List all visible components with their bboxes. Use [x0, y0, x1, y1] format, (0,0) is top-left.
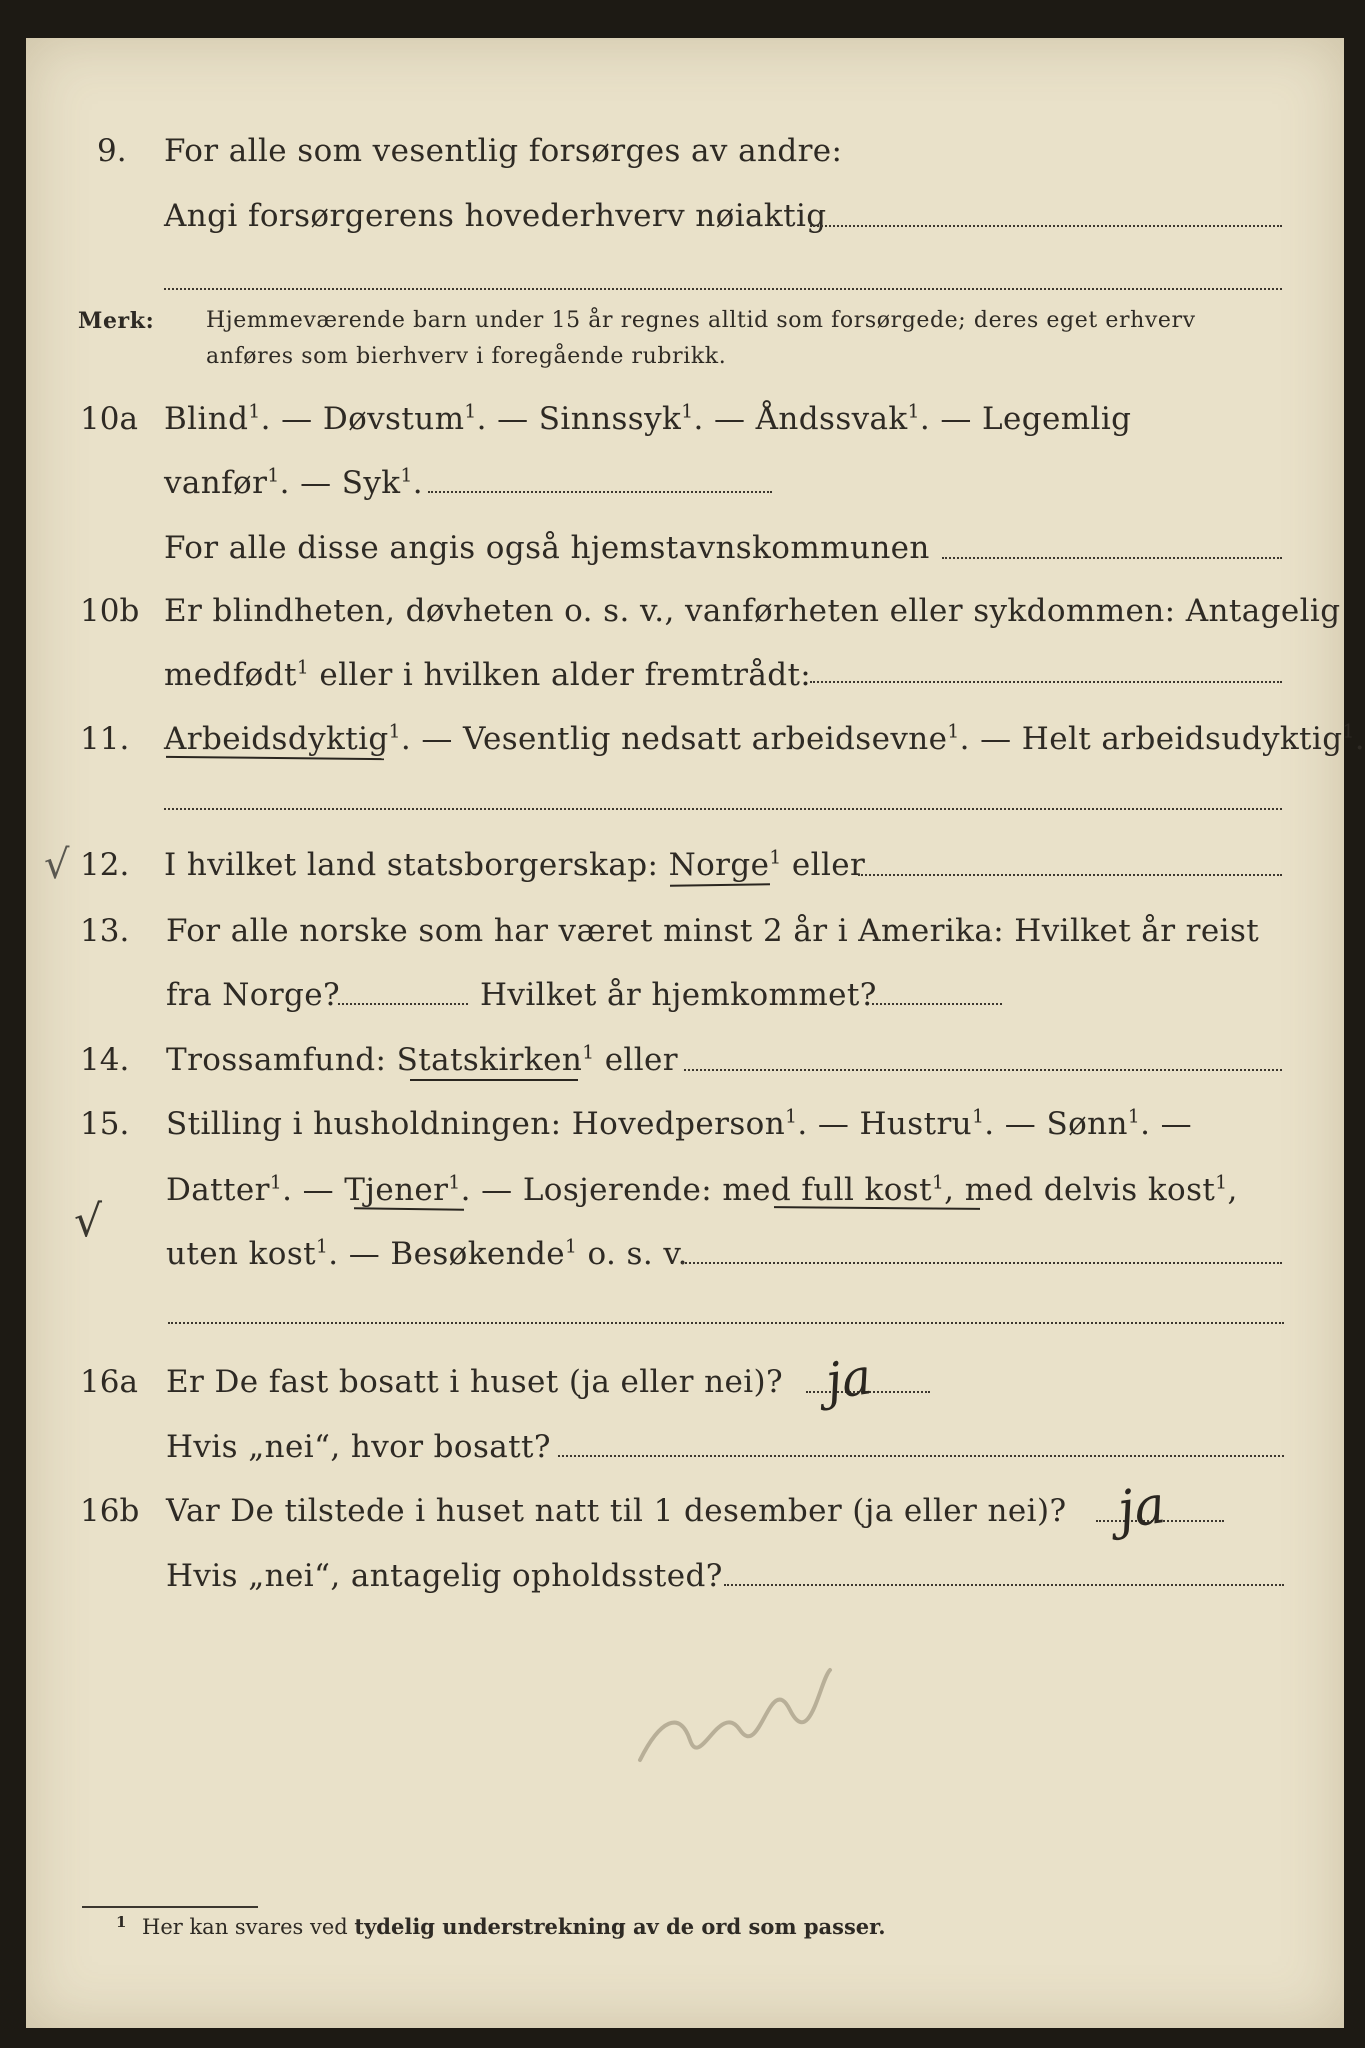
q11-line: Arbeidsdyktig$^1$. — Vesentlig nedsatt arbeidsevne$^1$. — Helt arbeidsudyktig$^1$. [164, 721, 1365, 757]
q16b-number: 16b [80, 1493, 140, 1529]
q10a-answer-line-2 [942, 557, 1282, 559]
option-statskirken: Statskirken [396, 1042, 583, 1078]
footnote-rule [82, 1906, 258, 1908]
merk-line1: Hjemmeværende barn under 15 år regnes alltid som forsørgede; deres eget erhverv [206, 308, 1196, 333]
option-datter: Datter [166, 1172, 270, 1208]
option-blind: Blind [164, 401, 249, 437]
option-andssvak: Åndssvak [755, 401, 908, 437]
merk-line2: anføres som bierhverv i foregående rubrikk. [206, 344, 727, 369]
option-full-kost: med full kost [722, 1172, 932, 1208]
option-udyktig: Helt arbeidsudyktig [1021, 721, 1343, 757]
option-dovstum: Døvstum [322, 401, 465, 437]
q13-line1: For alle norske som har været minst 2 år i Amerika: Hvilket år reist [166, 913, 1260, 949]
q13-hjem: Hvilket år hjemkommet? [480, 977, 877, 1013]
q12-check-mark: √ [44, 842, 70, 888]
q12-text: I hvilket land statsborgerskap: [164, 847, 659, 883]
q10b-number: 10b [80, 593, 140, 629]
q13-number: 13. [80, 913, 130, 949]
q9-number: 9. [97, 133, 127, 169]
option-uten-kost: uten kost [166, 1236, 317, 1272]
q13-fra-answer-line [338, 1003, 468, 1005]
q15-line3: uten kost$^1$. — Besøkende$^1$ o. s. v. [166, 1236, 688, 1272]
q16a-handwritten-answer: ja [822, 1347, 876, 1411]
q16b-question: Var De tilstede i huset natt til 1 desember (ja eller nei)? [166, 1493, 1067, 1529]
q16a-question: Er De fast bosatt i huset (ja eller nei)? [166, 1364, 784, 1400]
merk-label: Merk: [78, 308, 155, 334]
q10b-line1: Er blindheten, døvheten o. s. v., vanførheten eller sykdommen: Antagelig [164, 593, 1341, 629]
option-legemlig: Legemlig [982, 401, 1132, 437]
q11-number: 11. [80, 721, 130, 757]
q10b-line2-text: eller i hvilken alder fremtrådt: [319, 657, 812, 693]
option-norge: Norge [668, 847, 770, 883]
option-sinnssyk: Sinnssyk [538, 401, 682, 437]
footnote-plain: Her kan svares ved [142, 1915, 348, 1939]
q15-answer-line [682, 1262, 1282, 1264]
q15-check-mark: √ [74, 1196, 103, 1247]
q16a-line2: Hvis „nei“, hvor bosatt? [166, 1429, 551, 1465]
q14-label: Trossamfund: [166, 1042, 387, 1078]
q13-hjem-answer-line [872, 1003, 1002, 1005]
option-delvis-kost: med delvis kost [964, 1172, 1216, 1208]
q10b-answer-line [810, 681, 1282, 683]
q15-label: Stilling i husholdningen: [166, 1106, 562, 1142]
q15-losjerende: Losjerende: [522, 1172, 713, 1208]
q16a-answer-line-2 [558, 1455, 1284, 1457]
footnote-text [142, 1916, 886, 1938]
q14-answer-line [684, 1069, 1282, 1071]
option-hustru: Hustru [859, 1106, 973, 1142]
q11-answer-line [164, 808, 1282, 810]
q12-number: 12. [80, 847, 130, 883]
q10a-line3: For alle disse angis også hjemstavnskommunen [164, 530, 930, 566]
option-hovedperson: Hovedperson [571, 1106, 786, 1142]
option-sonn: Sønn [1046, 1106, 1128, 1142]
q15-osv: o. s. v. [587, 1236, 688, 1272]
underline-statskirken [410, 1079, 578, 1081]
q16b-answer-line-2 [724, 1584, 1284, 1586]
option-vanfor: vanfør [164, 465, 268, 501]
option-besokende: Besøkende [390, 1236, 566, 1272]
option-nedsatt: Vesentlig nedsatt arbeidsevne [463, 721, 948, 757]
q12-line: I hvilket land statsborgerskap: Norge$^1$ eller [164, 847, 866, 883]
option-tjener: Tjener [344, 1172, 449, 1208]
q12-answer-line [858, 874, 1282, 876]
q12-eller: eller [791, 847, 866, 883]
q15-line2: Datter$^1$. — Tjener$^1$. — Losjerende: med full kost$^1$, med delvis kost$^1$, [166, 1172, 1238, 1208]
option-medfodt: medfødt [164, 657, 297, 693]
q10a-line2: vanfør$^1$. — Syk$^1$. [164, 465, 423, 501]
q9-answer-line-2 [164, 288, 1282, 290]
q15-number: 15. [80, 1106, 130, 1142]
q14-line: Trossamfund: Statskirken$^1$ eller [166, 1042, 679, 1078]
q13-fra: fra Norge? [166, 977, 341, 1013]
q10a-line1: Blind$^1$. — Døvstum$^1$. — Sinnssyk$^1$. — Åndssvak$^1$. — Legemlig [164, 401, 1132, 437]
q10b-line2: medfødt$^1$ eller i hvilken alder fremtrådt: [164, 657, 812, 693]
option-arbeidsdyktig: Arbeidsdyktig [164, 721, 389, 757]
q16a-number: 16a [80, 1364, 138, 1400]
q9-answer-line [810, 225, 1282, 227]
pencil-scribble [630, 1650, 840, 1780]
q10a-number: 10a [80, 401, 138, 437]
q15-line1: Stilling i husholdningen: Hovedperson$^1$. — Hustru$^1$. — Sønn$^1$. — [166, 1106, 1193, 1142]
q9-line1: For alle som vesentlig forsørges av andre: [164, 133, 843, 169]
option-syk: Syk [341, 465, 401, 501]
footnote-bold: tydelig understrekning av de ord som passer. [354, 1914, 886, 1939]
q14-number: 14. [80, 1042, 130, 1078]
footnote-mark: 1 [116, 1913, 127, 1931]
q16b-handwritten-answer: ja [1114, 1475, 1170, 1541]
q14-eller: eller [604, 1042, 679, 1078]
q16b-line2: Hvis „nei“, antagelig opholdssted? [166, 1558, 723, 1594]
q9-line2: Angi forsørgerens hovederhverv nøiaktig [164, 198, 827, 234]
q10a-answer-line [428, 491, 772, 493]
q15-answer-line-2 [168, 1322, 1284, 1324]
